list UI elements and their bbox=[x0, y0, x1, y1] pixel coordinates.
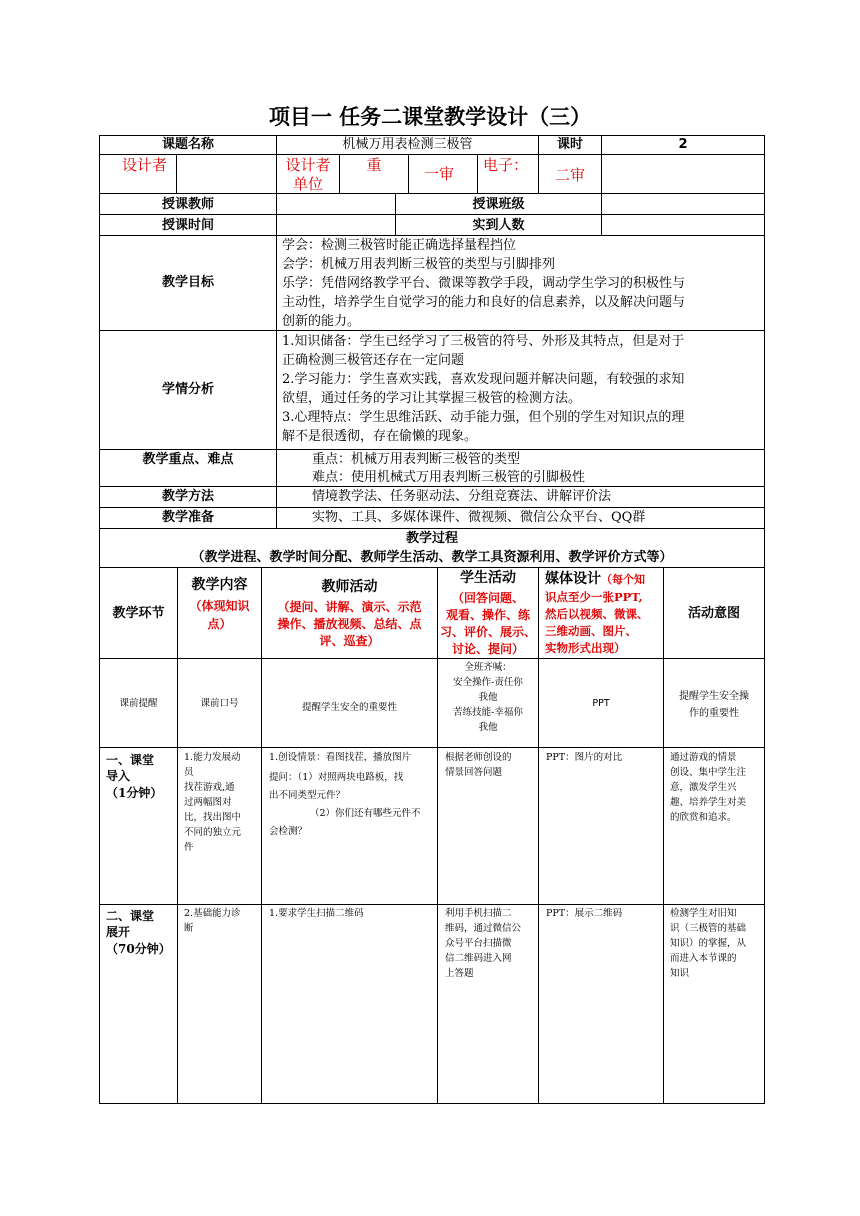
header-teacher-note: （提问、讲解、演示、示范 bbox=[277, 600, 422, 614]
header-teacher: 教师活动 bbox=[321, 579, 378, 595]
row-intent: 作的重要性 bbox=[689, 708, 739, 719]
row-media-cell bbox=[538, 747, 664, 905]
process-subtitle: （教学进程、教学时间分配、教师学生活动、教学工具资源利用、教学评价方式等） bbox=[191, 550, 673, 565]
row-teacher: （2）你们还有哪些元件不 bbox=[310, 808, 421, 819]
attendance-label: 实到人数 bbox=[472, 218, 525, 233]
row-teacher: 出不同类型元件？ bbox=[269, 790, 346, 801]
header-media-title: 媒体设计 bbox=[545, 571, 601, 587]
class-label: 授课班级 bbox=[472, 197, 525, 212]
header-content: 教学内容 bbox=[191, 577, 248, 593]
key-points-line: 难点：使用机械式万用表判断三极管的引脚极性 bbox=[312, 470, 586, 485]
row-student: 维码，通过微信公 bbox=[445, 923, 522, 934]
analysis-line: 2.学习能力：学生喜欢实践，喜欢发现问题并解决问题，有较强的求知 bbox=[282, 372, 685, 387]
header-intent: 活动意图 bbox=[687, 606, 740, 621]
row-student: 情景回答问题 bbox=[445, 767, 503, 778]
row-intent: 趣、培养学生对美 bbox=[670, 797, 747, 808]
row-content: 不同的独立元 bbox=[184, 827, 242, 838]
objectives-line: 会学：机械万用表判断三极管的类型与引脚排列 bbox=[282, 257, 556, 272]
hours-label: 课时 bbox=[556, 137, 583, 152]
header-student-note: 讨论、提问） bbox=[451, 642, 524, 656]
row-intent: 知识）的掌握，从 bbox=[670, 938, 747, 949]
page-title: 项目一 任务二课堂教学设计（三） bbox=[268, 105, 592, 129]
row-stage: 展开 bbox=[106, 925, 131, 939]
row-student: 苦练技能-幸福你 bbox=[453, 707, 523, 718]
row-content: 1.能力发展动 bbox=[184, 752, 241, 763]
objectives-line: 学会：检测三极管时能正确选择量程挡位 bbox=[282, 238, 517, 253]
time-label: 授课时间 bbox=[161, 218, 214, 233]
designer-label: 设计者 bbox=[122, 156, 168, 174]
teacher-value-cell bbox=[276, 193, 396, 215]
header-content-note: 点） bbox=[207, 617, 232, 631]
row-media: PPT：图片的对比 bbox=[546, 752, 623, 763]
row-content: 找茬游戏,通 bbox=[184, 782, 235, 793]
row-student: 信二维码进入网 bbox=[445, 953, 512, 964]
row-content: 2.基础能力诊 bbox=[184, 908, 241, 919]
row-intent: 识（三极管的基础 bbox=[670, 923, 747, 934]
preparation-label: 教学准备 bbox=[161, 510, 214, 525]
analysis-line: 3.心理特点：学生思维活跃、动手能力强，但个别的学生对知识点的理 bbox=[282, 410, 685, 425]
header-media-note: （每个知 bbox=[601, 573, 645, 586]
preparation-text: 实物、工具、多媒体课件、微视频、微信公众平台、QQ群 bbox=[312, 510, 646, 525]
row-media: PPT：展示二维码 bbox=[546, 908, 623, 919]
row-teacher: 提醒学生安全的重要性 bbox=[301, 702, 397, 713]
row-intent: 知识 bbox=[670, 968, 690, 979]
header-student-note: 习、评价、展示、 bbox=[439, 625, 536, 639]
row-intent: 的欣赏和追求。 bbox=[670, 812, 737, 823]
email-label: 电子： bbox=[483, 156, 529, 174]
header-teacher-note: 操作、播放视频、总结、点 bbox=[277, 617, 422, 631]
course-name-label: 课题名称 bbox=[161, 137, 214, 152]
row-intent: 意，激发学生兴 bbox=[670, 782, 737, 793]
row-content: 比，找出图中 bbox=[184, 812, 242, 823]
second-review-label: 二审 bbox=[554, 166, 585, 184]
analysis-line: 解不是很透彻，存在偷懒的现象。 bbox=[282, 429, 478, 444]
row-stage: 一、课堂 bbox=[106, 753, 155, 767]
row-stage: 导入 bbox=[106, 769, 131, 783]
row-teacher-cell bbox=[261, 904, 438, 1104]
analysis-label: 学情分析 bbox=[161, 382, 214, 397]
row-student: 根据老师创设的 bbox=[445, 752, 512, 763]
designer-value-cell bbox=[176, 154, 277, 194]
teacher-label: 授课教师 bbox=[161, 197, 214, 212]
row-teacher: 会检测？ bbox=[269, 826, 308, 837]
row-student: 利用手机扫描二 bbox=[445, 908, 512, 919]
first-review-label: 一审 bbox=[424, 165, 455, 183]
analysis-line: 1.知识储备：学生已经学习了三极管的符号、外形及其特点，但是对于 bbox=[282, 334, 685, 349]
header-media-note: 然后以视频、微课、 bbox=[545, 607, 649, 621]
row-media-cell bbox=[538, 904, 664, 1104]
row-intent: 通过游戏的情景 bbox=[670, 752, 737, 763]
row-student: 我他 bbox=[478, 722, 498, 733]
header-stage: 教学环节 bbox=[112, 606, 165, 621]
row-content: 员 bbox=[184, 767, 194, 778]
header-student-note: （回答问题、 bbox=[451, 591, 524, 605]
hours-value: 2 bbox=[678, 137, 688, 152]
row-content: 断 bbox=[184, 923, 194, 934]
objectives-label: 教学目标 bbox=[161, 275, 214, 290]
methods-text: 情境教学法、任务驱动法、分组竞赛法、讲解评价法 bbox=[312, 489, 612, 504]
header-media-note: 识点至少一张PPT, bbox=[545, 590, 643, 604]
designer-unit-label: 设计者单位 bbox=[285, 156, 331, 193]
methods-label: 教学方法 bbox=[161, 489, 214, 504]
row-content: 件 bbox=[184, 842, 194, 853]
row-intent: 创设、集中学生注 bbox=[670, 767, 747, 778]
objectives-line: 乐学：凭借网络教学平台、微课等教学手段，调动学生学习的积极性与 bbox=[282, 276, 686, 291]
class-value-cell bbox=[601, 193, 765, 215]
row-content: 过两幅图对 bbox=[184, 797, 232, 808]
header-media-note: 实物形式出现） bbox=[545, 641, 626, 655]
attendance-value-cell bbox=[601, 214, 765, 236]
row-intent: 检测学生对旧知 bbox=[670, 908, 737, 919]
row-teacher: 提问：（1）对照两块电路板，找 bbox=[269, 772, 404, 783]
analysis-line: 欲望，通过任务的学习让其掌握三极管的检测方法。 bbox=[282, 391, 582, 406]
header-student-note: 观看、操作、练 bbox=[445, 608, 530, 622]
second-review-value-cell bbox=[601, 154, 765, 194]
course-name-value: 机械万用表检测三极管 bbox=[342, 137, 473, 152]
header-media-note: 三维动画、图片、 bbox=[545, 624, 637, 638]
row-student: 众号平台扫描微 bbox=[445, 938, 512, 949]
zhong-label: 重 bbox=[366, 156, 382, 174]
row-student: 我他 bbox=[478, 692, 498, 703]
row-intent: 而进入本节课的 bbox=[670, 953, 737, 964]
row-intent: 提醒学生安全操 bbox=[679, 691, 749, 702]
row-student: 安全操作-责任你 bbox=[453, 677, 523, 688]
key-points-label: 教学重点、难点 bbox=[142, 452, 234, 467]
row-teacher: 1.要求学生扫描二维码 bbox=[269, 908, 364, 919]
row-student: 上答题 bbox=[445, 968, 474, 979]
row-stage: （1分钟） bbox=[106, 786, 163, 800]
row-media: PPT bbox=[592, 698, 610, 709]
row-stage: 二、课堂 bbox=[106, 909, 155, 923]
time-value-cell bbox=[276, 214, 396, 236]
objectives-line: 创新的能力。 bbox=[282, 314, 361, 329]
header-student: 学生活动 bbox=[460, 570, 516, 586]
row-student: 全班齐喊： bbox=[464, 662, 512, 673]
analysis-line: 正确检测三极管还存在一定问题 bbox=[282, 353, 465, 368]
row-stage: 课前提醒 bbox=[119, 698, 158, 709]
row-teacher: 1.创设情景：看图找茬，播放图片 bbox=[269, 752, 412, 763]
key-points-line: 重点：机械万用表判断三极管的类型 bbox=[312, 452, 521, 467]
objectives-line: 主动性，培养学生自觉学习的能力和良好的信息素养，以及解决问题与 bbox=[282, 295, 686, 310]
header-teacher-note: 评、巡查） bbox=[319, 634, 380, 648]
header-content-note: （体现知识 bbox=[189, 599, 250, 613]
row-stage: （70分钟） bbox=[106, 942, 171, 956]
process-title: 教学过程 bbox=[405, 531, 458, 546]
header-media bbox=[545, 570, 665, 589]
row-content: 课前口号 bbox=[200, 698, 239, 709]
